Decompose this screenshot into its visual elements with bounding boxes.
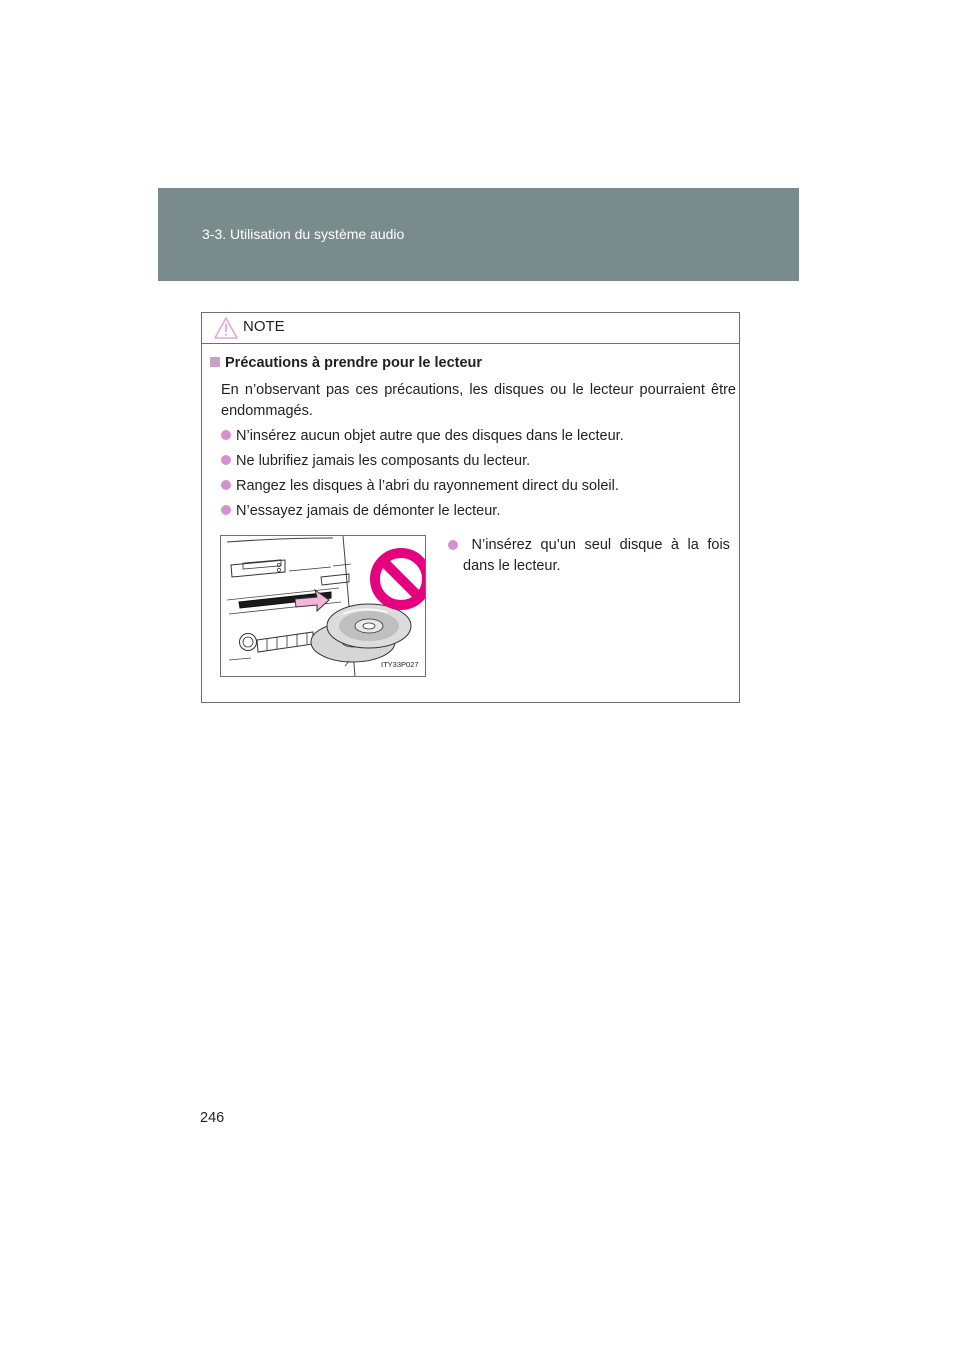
- square-bullet-icon: [210, 357, 220, 367]
- cd-player-drawing: [221, 536, 425, 676]
- section-title: 3-3. Utilisation du système audio: [202, 226, 405, 242]
- warning-triangle-icon: [214, 317, 238, 339]
- bullet-dot-icon: [221, 505, 231, 515]
- word: disque: [619, 537, 663, 553]
- bullet-dot-icon: [221, 455, 231, 465]
- bullet-dot-icon: [221, 430, 231, 440]
- illustration-code: ITY33P027: [381, 660, 419, 669]
- side-bullet-line-1: [448, 535, 730, 556]
- section-header-bar: [158, 188, 799, 281]
- note-intro: En n’observant pas ces précautions, les disques ou le lecteur pourraient être endommagés.: [221, 382, 736, 419]
- note-side-bullet: [448, 535, 730, 577]
- note-box: [201, 312, 740, 703]
- word: à: [670, 537, 679, 553]
- note-bullet-text: N’essayez jamais de démonter le lecteur.: [236, 503, 501, 519]
- cd-player-illustration: [220, 535, 426, 677]
- note-bullet-text: N’insérez aucun objet autre que des disques dans le lecteur.: [236, 428, 624, 444]
- note-header: [202, 313, 739, 344]
- bullet-dot-icon: [221, 480, 231, 490]
- note-bullet-text: Ne lubrifiez jamais les composants du lecteur.: [236, 453, 531, 469]
- bullet-dot-icon: [448, 540, 458, 550]
- note-bullet: [221, 452, 530, 470]
- word: qu’un: [540, 537, 576, 553]
- note-bullet: [221, 477, 619, 495]
- note-heading-text: Précautions à prendre pour le lecteur: [225, 355, 483, 371]
- page-number: 246: [200, 1110, 225, 1126]
- word: la: [687, 537, 699, 553]
- side-bullet-line-2: dans le lecteur.: [463, 558, 561, 574]
- word: N’insérez: [471, 537, 532, 553]
- note-heading: [210, 355, 482, 371]
- note-bullet-text: Rangez les disques à l’abri du rayonnement direct du soleil.: [236, 478, 619, 494]
- note-bullet: [221, 502, 500, 520]
- word: seul: [584, 537, 612, 553]
- note-bullet: [221, 427, 624, 445]
- note-title: NOTE: [243, 318, 285, 335]
- word: fois: [707, 537, 730, 553]
